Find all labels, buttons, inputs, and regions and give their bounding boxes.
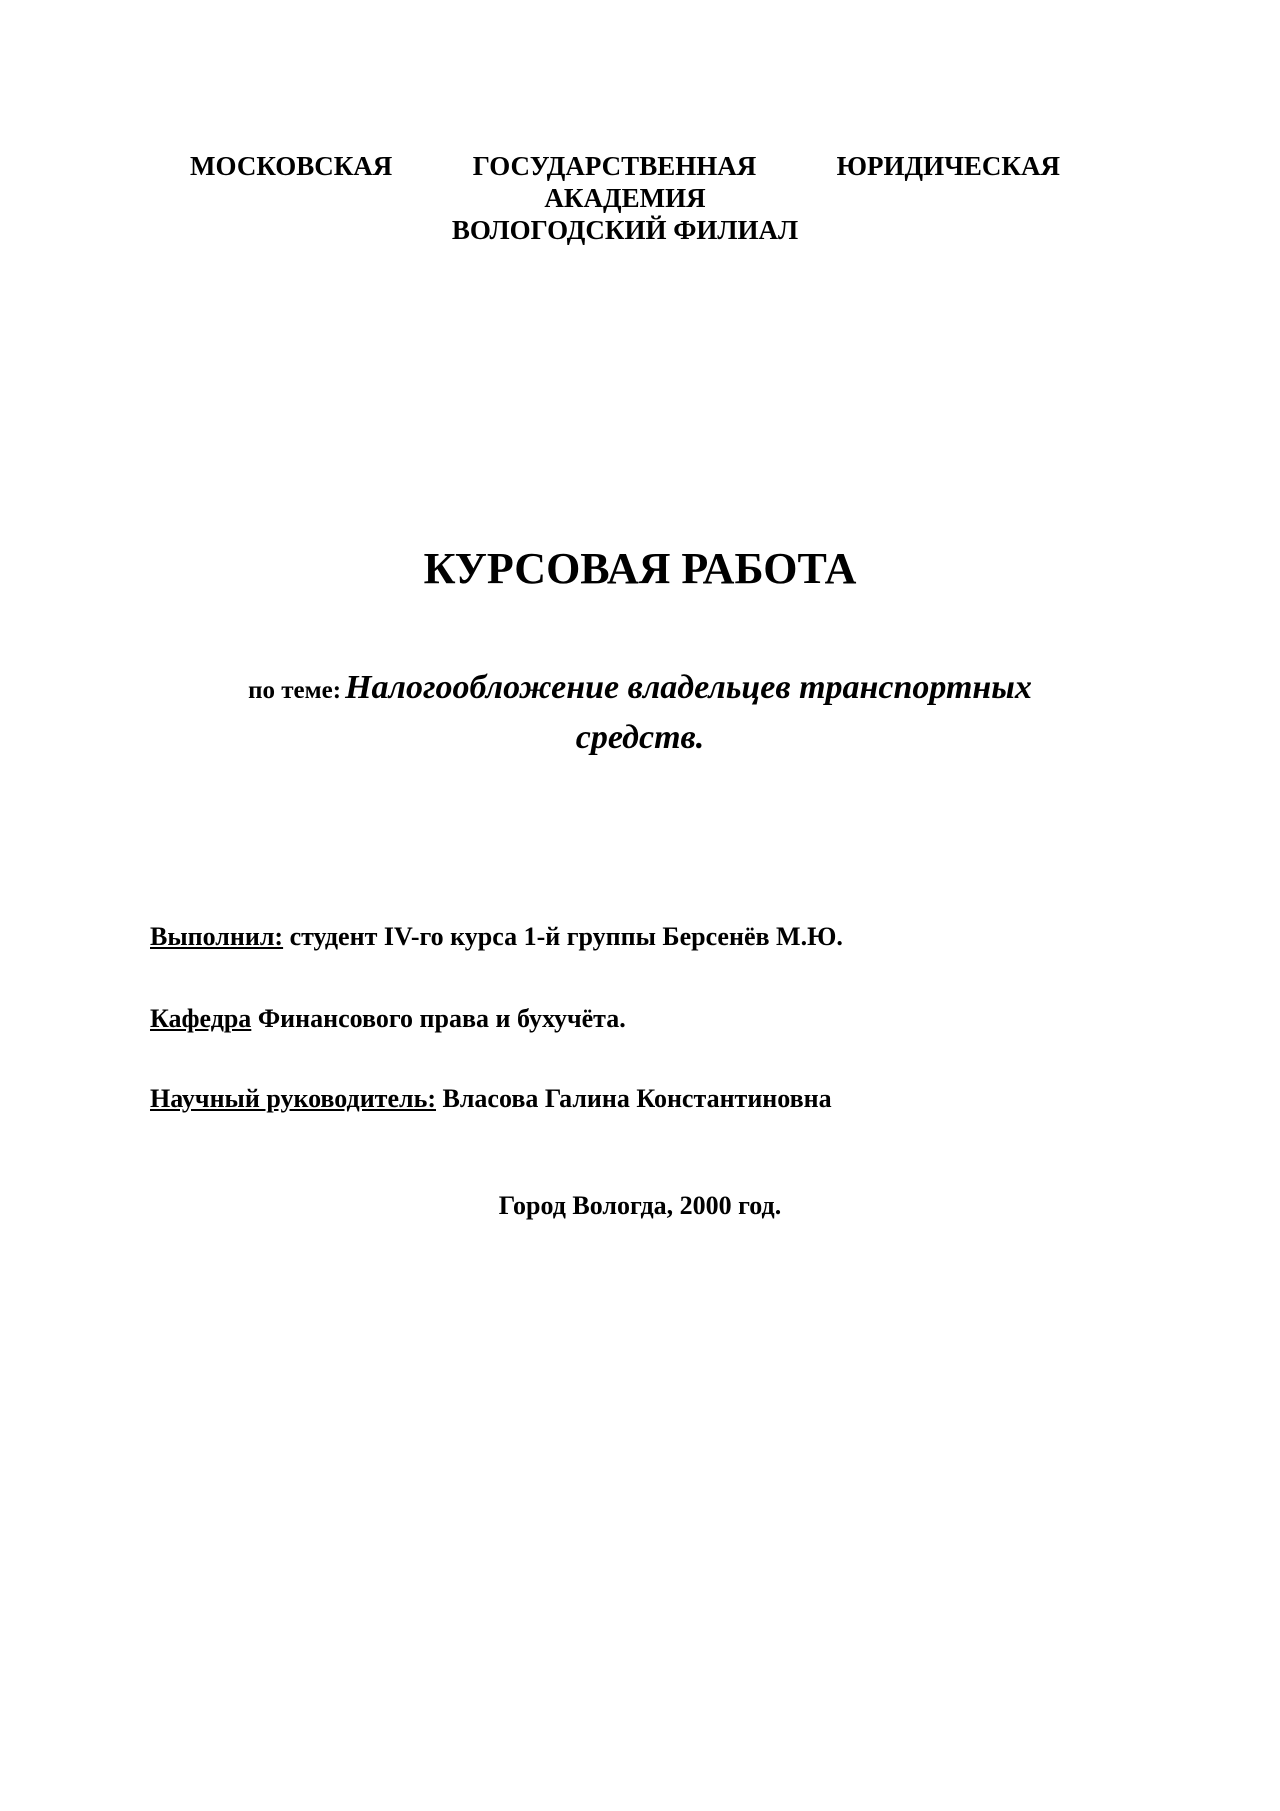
performer-label: Выполнил:: [150, 922, 284, 951]
performer-line: [150, 921, 843, 953]
institution-word-law: ЮРИДИЧЕСКАЯ: [836, 151, 1060, 181]
document-title: КУРСОВАЯ РАБОТА: [423, 544, 857, 593]
topic-block: [180, 666, 1100, 766]
department-line: [150, 1003, 626, 1035]
institution-header: [190, 150, 1060, 246]
city-year: Город Вологда, 2000 год.: [498, 1191, 782, 1220]
performer-value: студент IV-го курса 1-й группы Берсенёв М.Ю.: [289, 922, 843, 951]
topic-text: Налогообложение владельцев транспортных средств.: [345, 669, 1032, 756]
institution-branch: ВОЛОГОДСКИЙ ФИЛИАЛ: [451, 215, 799, 245]
supervisor-label: Научный руководитель:: [150, 1084, 436, 1113]
supervisor-value: Власова Галина Константиновна: [442, 1084, 832, 1113]
institution-name-line: [190, 150, 1060, 182]
topic-prefix: по теме:: [248, 677, 342, 704]
institution-word-moscow: МОСКОВСКАЯ: [190, 151, 393, 181]
institution-word-state: ГОСУДАРСТВЕННАЯ: [472, 151, 757, 181]
department-value: Финансового права и бухучёта.: [257, 1004, 626, 1033]
institution-academy: АКАДЕМИЯ: [544, 183, 706, 213]
supervisor-line: [150, 1083, 832, 1115]
department-label: Кафедра: [150, 1004, 252, 1033]
